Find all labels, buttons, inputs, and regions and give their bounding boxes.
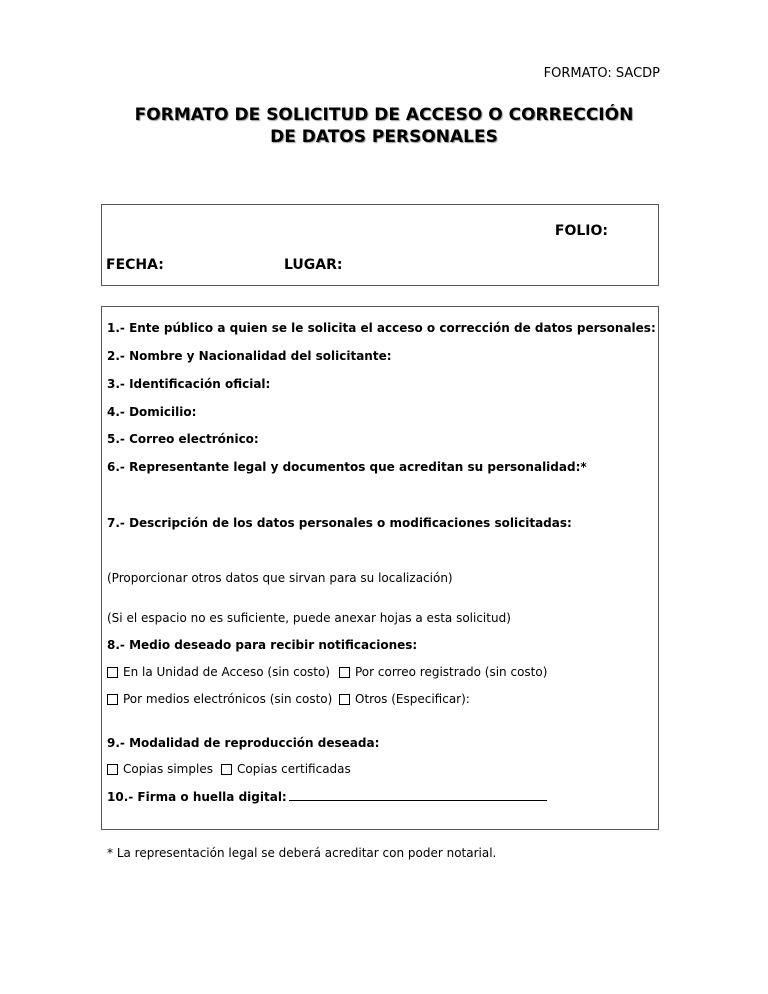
question-3: 3.- Identificación oficial:	[107, 377, 271, 391]
option-label: Por correo registrado (sin costo)	[355, 665, 548, 679]
option-correo-registrado[interactable]	[339, 665, 547, 679]
question-1: 1.- Ente público a quien se le solicita el acceso o corrección de datos personales:	[107, 321, 656, 335]
checkbox[interactable]	[339, 667, 350, 678]
question-5: 5.- Correo electrónico:	[107, 432, 259, 446]
request-form-box	[101, 306, 659, 830]
format-code: FORMATO: SACDP	[543, 66, 660, 81]
fecha-label: FECHA:	[106, 257, 164, 273]
checkbox[interactable]	[107, 694, 118, 705]
signature-line[interactable]	[289, 800, 547, 801]
option-label: Copias certificadas	[237, 762, 351, 776]
question-4: 4.- Domicilio:	[107, 405, 197, 419]
option-label: Otros (Especificar):	[355, 692, 470, 706]
question-10: 10.- Firma o huella digital:	[107, 790, 287, 804]
checkbox[interactable]	[107, 764, 118, 775]
title-line-2: DE DATOS PERSONALES	[270, 127, 498, 147]
question-7-note-location: (Proporcionar otros datos que sirvan para su localización)	[107, 571, 453, 585]
option-label: Copias simples	[123, 762, 213, 776]
question-6: 6.- Representante legal y documentos que acreditan su personalidad:*	[107, 460, 587, 474]
checkbox[interactable]	[107, 667, 118, 678]
title-line-1: FORMATO DE SOLICITUD DE ACCESO O CORRECCIÓN	[134, 105, 634, 125]
header-box	[101, 204, 659, 286]
option-copias-simples[interactable]	[107, 762, 213, 776]
option-copias-certificadas[interactable]	[221, 762, 351, 776]
question-9: 9.- Modalidad de reproducción deseada:	[107, 736, 380, 750]
question-8: 8.- Medio deseado para recibir notificaciones:	[107, 638, 418, 652]
option-unidad-acceso[interactable]	[107, 665, 330, 679]
page-title	[0, 104, 768, 148]
lugar-label: LUGAR:	[284, 257, 343, 273]
option-otros[interactable]	[339, 692, 470, 706]
option-label: Por medios electrónicos (sin costo)	[123, 692, 333, 706]
footnote: * La representación legal se deberá acreditar con poder notarial.	[107, 846, 497, 860]
question-2: 2.- Nombre y Nacionalidad del solicitante:	[107, 349, 392, 363]
option-label: En la Unidad de Acceso (sin costo)	[123, 665, 331, 679]
option-medios-electronicos[interactable]	[107, 692, 332, 706]
question-7-note-annex: (Si el espacio no es suficiente, puede anexar hojas a esta solicitud)	[107, 611, 511, 625]
question-7: 7.- Descripción de los datos personales o modificaciones solicitadas:	[107, 516, 572, 530]
checkbox[interactable]	[221, 764, 232, 775]
folio-label: FOLIO:	[554, 223, 608, 239]
checkbox[interactable]	[339, 694, 350, 705]
